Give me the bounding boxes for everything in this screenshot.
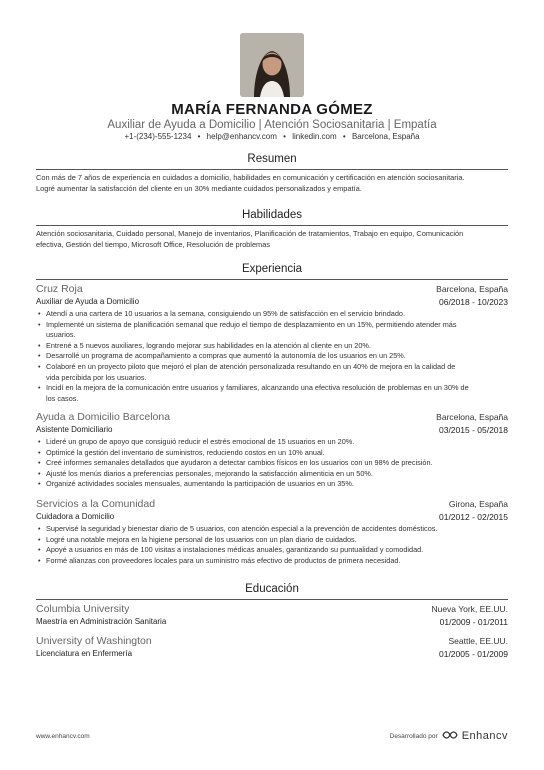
footer-website[interactable]: www.enhancv.com (36, 733, 90, 740)
email-link[interactable]: help@enhancv.com (206, 132, 277, 141)
bullet-item: • Ajusté los menús diarios a preferencias personales, mejorando la satisfacción alimenticia en un 50%. (36, 469, 508, 480)
location: Barcelona, España (351, 132, 420, 141)
job-bullets (36, 309, 508, 404)
job-title: Auxiliar de Ayuda a Domicilio (36, 297, 140, 306)
section-divider (36, 169, 508, 170)
job-dates: 06/2018 - 10/2023 (438, 297, 508, 307)
separator-dot: • (197, 132, 201, 141)
linkedin-link[interactable]: linkedin.com (292, 132, 337, 141)
enhancv-logo-icon (442, 730, 458, 742)
degree: Licenciatura en Enfermería (36, 649, 133, 658)
section-title-experience: Experiencia (241, 263, 303, 275)
bullet-item: • Organizé actividades sociales mensuales, aumentando la participación de usuarios en un 35%. (36, 479, 508, 490)
bullet-item: • Logré una notable mejora en la higiene personal de los usuarios con un plan diario de cuidados. (36, 535, 508, 546)
bullet-item: • Atendí a una cartera de 10 usuarios a la semana, consiguiendo un 95% de satisfacción en el servicio brindado. (36, 309, 508, 320)
section-title-education: Educación (245, 583, 299, 595)
job-location: Barcelona, España (436, 284, 508, 294)
job-bullets (36, 437, 508, 490)
bullet-item: • Incidí en la mejora de la comunicación entre usuarios y familiares, alcanzando una efectiva resolución de problemas en un 30% de los casos. (36, 383, 508, 404)
bullet-item: • Creé informes semanales detallados que ayudaron a detectar cambios físicos en los usuarios con un 98% de precisión. (36, 458, 508, 469)
school-name: University of Washington (36, 635, 152, 647)
employer-name: Ayuda a Domicilio Barcelona (36, 411, 171, 423)
employer-name: Servicios a la Comunidad (36, 498, 156, 510)
summary-line: Con más de 7 años de experiencia en cuidados a domicilio, habilidades en comunicación y certificación en atención sociosanitaria. (36, 173, 465, 182)
job-dates: 03/2015 - 05/2018 (438, 425, 508, 435)
school-location: Seattle, EE.UU. (448, 636, 508, 646)
job-title: Asistente Domiciliario (36, 425, 113, 434)
profile-photo (240, 33, 304, 97)
phone: +1-(234)-555-1234 (124, 132, 192, 141)
school-location: Nueva York, EE.UU. (431, 604, 508, 614)
school-name: Columbia University (36, 603, 130, 615)
job-bullets (36, 524, 508, 566)
candidate-headline: Auxiliar de Ayuda a Domicilio | Atención Sociosanitaria | Empatía (107, 119, 437, 131)
footer-branding[interactable] (390, 730, 508, 742)
degree: Maestría en Administración Sanitaria (36, 617, 167, 626)
bullet-item: • Supervisé la seguridad y bienestar diario de 5 usuarios, con atención especial a la prevención de accidentes domésticos. (36, 524, 508, 535)
section-title-summary: Resumen (247, 153, 297, 165)
bullet-item: • Apoyé a usuarios en más de 100 visitas a instalaciones médicas anuales, garantizando su puntualidad y comodidad. (36, 545, 508, 556)
job-dates: 01/2012 - 02/2015 (438, 512, 508, 522)
summary-line: Logré aumentar la satisfacción del cliente en un 30% mediante cuidados personalizados y empatía. (36, 183, 362, 193)
section-divider (36, 279, 508, 280)
bullet-item: • Implementé un sistema de planificación semanal que redujo el tiempo de desplazamiento en un 15%, permitiendo atender más usuarios. (36, 320, 508, 341)
skills-line: Atención sociosanitaria, Cuidado personal, Manejo de inventarios, Planificación de tratamientos, Trabajo en equipo, Comunicación (36, 229, 464, 238)
job-location: Barcelona, España (436, 412, 508, 422)
powered-by-label: Desarrollado por (389, 732, 438, 740)
skills-text (36, 229, 508, 250)
job-title: Cuidadora a Domicilio (36, 512, 115, 521)
skills-line: efectiva, Gestión del tiempo, Microsoft Office, Resolución de problemas (36, 239, 271, 249)
bullet-item: • Lideré un grupo de apoyo que consiguió reducir el estrés emocional de 15 usuarios en un 20%. (36, 437, 508, 448)
employer-name: Cruz Roja (36, 283, 83, 295)
section-divider (36, 599, 508, 600)
summary-text (36, 173, 508, 194)
contact-line (0, 132, 544, 141)
bullet-item: • Colaboré en un proyecto piloto que mejoró el plan de atención personalizada resultando en un 40% de mejora en la calidad de vida percibida por los usuarios. (36, 362, 508, 383)
education-dates: 01/2005 - 01/2009 (438, 649, 508, 659)
bullet-item: • Formé alianzas con proveedores locales para un suministro más efectivo de productos de primera necesidad. (36, 556, 508, 567)
bullet-item: • Entrené a 5 nuevos auxiliares, logrando mejorar sus habilidades en la atención al cliente en un 20%. (36, 341, 508, 352)
job-location: Girona, España (448, 499, 508, 509)
brand-name: Enhancv (461, 730, 508, 742)
section-divider (36, 225, 508, 226)
bullet-item: • Optimicé la gestión del inventario de suministros, reduciendo costos en un 10% anual. (36, 448, 508, 459)
section-title-skills: Habilidades (241, 209, 303, 221)
separator-dot: • (342, 132, 346, 141)
separator-dot: • (283, 132, 286, 141)
bullet-item: • Desarrollé un programa de acompañamiento a compras que aumentó la autonomía de los usuarios en un 25%. (36, 351, 508, 362)
education-dates: 01/2009 - 01/2011 (439, 617, 508, 627)
candidate-name: MARÍA FERNANDA GÓMEZ (171, 101, 373, 118)
